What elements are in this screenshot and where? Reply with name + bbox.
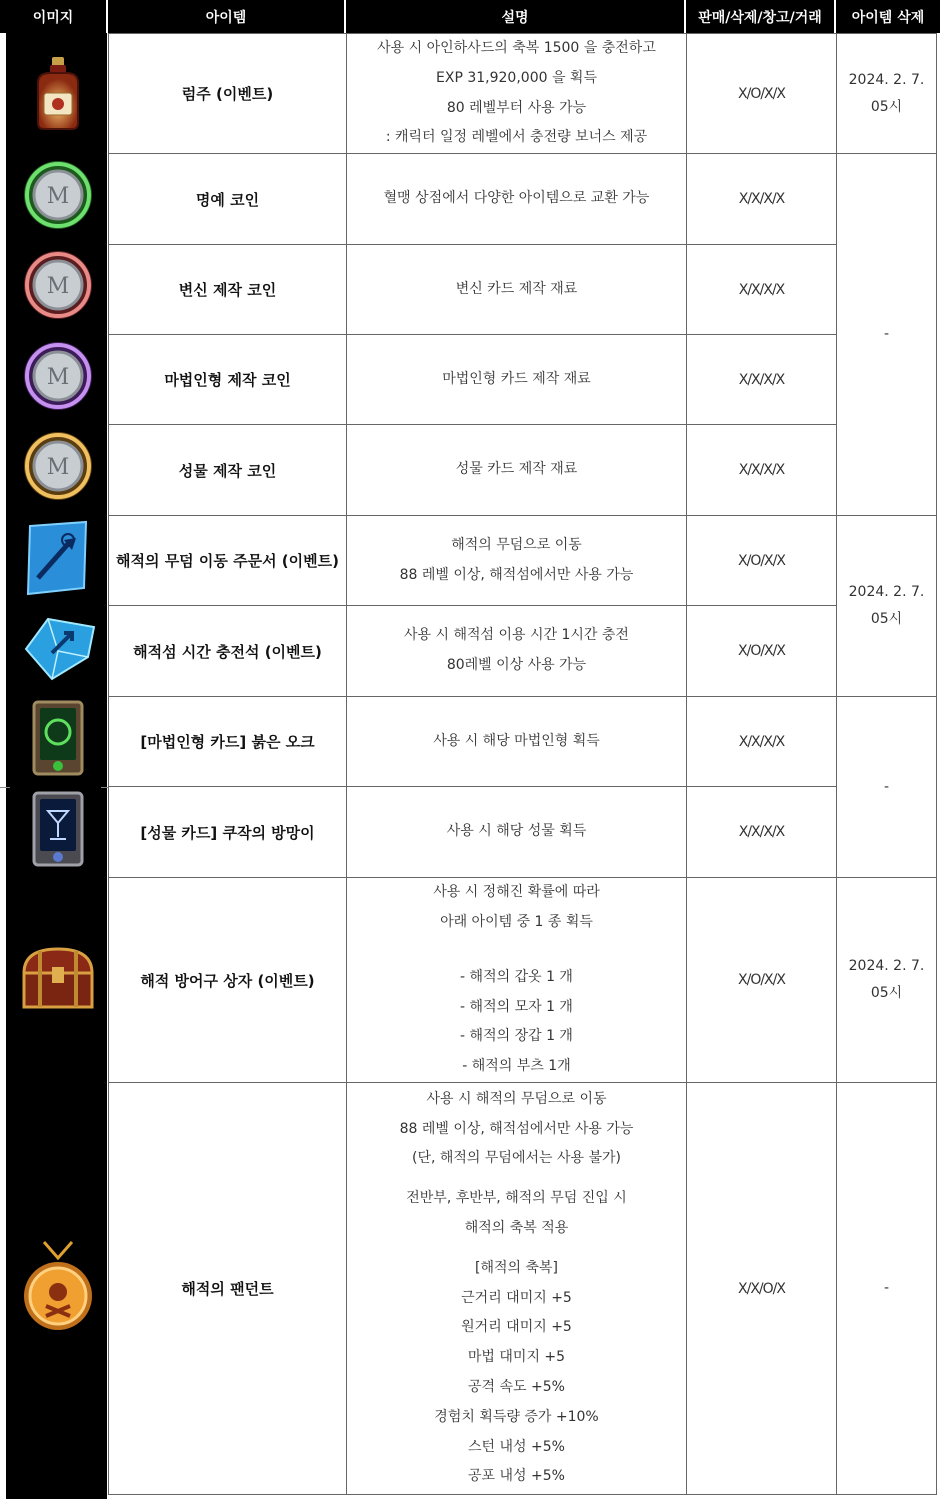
item-desc-cell [346, 424, 686, 515]
desc-line: 해적의 무덤으로 이동 [451, 536, 582, 553]
svg-text:M: M [46, 184, 70, 209]
treasure-chest-icon [18, 933, 98, 1023]
desc-line: - 해적의 모자 1 개 [460, 998, 573, 1015]
desc-line: (단, 해적의 무덤에서는 사용 불가) [412, 1150, 621, 1167]
desc-line: 80레벨 이상 사용 가능 [446, 657, 587, 673]
item-name: 해적의 팬던트 [181, 1280, 274, 1298]
permission-value: X/O/X/X [738, 85, 785, 102]
desc-line: - 해적의 장갑 1 개 [460, 1028, 573, 1045]
desc-line: 공격 속도 +5% [468, 1378, 565, 1395]
permission-value: X/X/X/X [738, 462, 785, 478]
item-desc-cell [346, 244, 686, 334]
item-perm-cell [686, 1082, 836, 1494]
item-name: 럼주 (이벤트) [181, 85, 274, 103]
desc-line: 혈맹 상점에서 다양한 아이템으로 교환 가능 [383, 190, 650, 207]
item-name-cell [108, 244, 346, 334]
header-description: 설명 [346, 0, 686, 33]
deletion-time: 05시 [870, 985, 903, 1001]
deletion-none: - [883, 1280, 890, 1296]
item-perm-cell [686, 334, 836, 424]
desc-line: 스턴 내성 +5% [468, 1438, 565, 1455]
svg-text:M: M [46, 365, 70, 390]
desc-line: 사용 시 해적섬 이용 시간 1시간 충전 [404, 627, 629, 644]
deletion-time: 05시 [870, 611, 903, 627]
desc-line: 사용 시 아인하사드의 축복 1500 을 충전하고 [377, 39, 656, 56]
item-name-cell [108, 877, 346, 1082]
desc-line: 88 레벨 이상, 해적섬에서만 사용 가능 [399, 1120, 634, 1137]
desc-line: 80 레벨부터 사용 가능 [446, 99, 587, 116]
desc-line: 사용 시 해적의 무덤으로 이동 [426, 1090, 607, 1107]
deletion-date: 2024. 2. 7. [848, 584, 925, 600]
item-name: 해적의 무덤 이동 주문서 (이벤트) [116, 552, 339, 570]
honor-coin-icon [18, 155, 98, 235]
permission-value: X/O/X/X [738, 552, 785, 569]
desc-line: 마법인형 카드 제작 재료 [442, 370, 591, 387]
item-desc-cell [346, 515, 686, 605]
item-name-cell [108, 696, 346, 786]
item-name-cell [108, 424, 346, 515]
item-perm-cell [686, 515, 836, 605]
permission-value: X/X/X/X [738, 191, 785, 207]
item-perm-cell [686, 153, 836, 244]
item-desc-cell [346, 605, 686, 696]
item-name: 명예 코인 [195, 190, 260, 209]
deletion-time: 05시 [870, 98, 903, 115]
table-body [108, 33, 937, 1495]
item-name: 해적 방어구 상자 (이벤트) [140, 971, 315, 990]
permission-value: X/X/X/X [738, 824, 785, 840]
permission-value: X/O/X/X [738, 643, 785, 659]
header-item: 아이템 [108, 0, 346, 33]
item-name-cell [108, 334, 346, 424]
deletion-cell [836, 1082, 936, 1494]
deletion-cell [836, 33, 936, 153]
desc-line: : 캐릭터 일정 레벨에서 충전량 보너스 제공 [385, 129, 648, 146]
deletion-cell [836, 515, 936, 696]
header-deletion: 아이템 삭제 [836, 0, 940, 33]
desc-line: 공포 내성 +5% [468, 1468, 565, 1485]
permission-value: X/X/O/X [738, 1280, 785, 1297]
deletion-none: - [883, 326, 890, 342]
desc-line: 88 레벨 이상, 해적섬에서만 사용 가능 [399, 566, 634, 583]
item-name: 성물 제작 코인 [178, 461, 277, 480]
desc-line: 아래 아이템 중 1 종 획득 [440, 913, 593, 930]
desc-line: 원거리 대미지 +5 [461, 1319, 572, 1336]
item-desc-cell [346, 786, 686, 877]
item-perm-cell [686, 33, 836, 153]
deletion-cell [836, 696, 936, 877]
item-perm-cell [686, 696, 836, 786]
item-perm-cell [686, 605, 836, 696]
item-desc-cell [346, 153, 686, 244]
item-name-cell [108, 786, 346, 877]
item-name: 변신 제작 코인 [178, 281, 277, 299]
header-permissions: 판매/삭제/창고/거래 [686, 0, 836, 33]
deletion-date: 2024. 2. 7. [848, 958, 925, 974]
desc-line: 해적의 축복 적용 [464, 1220, 569, 1236]
relic-card-icon [18, 788, 98, 870]
item-desc-cell [346, 1082, 686, 1494]
transform-coin-icon [18, 245, 98, 325]
image-column [6, 33, 107, 1499]
header-image: 이미지 [0, 0, 108, 33]
item-name-cell [108, 515, 346, 605]
item-desc-cell [346, 334, 686, 424]
magic-doll-card-icon [18, 697, 98, 779]
desc-line: 사용 시 해당 마법인형 획득 [433, 732, 600, 749]
item-name-cell [108, 153, 346, 244]
item-perm-cell [686, 424, 836, 515]
permission-value: X/O/X/X [738, 972, 785, 988]
rum-bottle-icon [18, 53, 98, 133]
svg-text:M: M [46, 455, 70, 480]
scroll-icon [18, 517, 98, 599]
crystal-icon [18, 608, 98, 688]
desc-line: [해적의 축복] [475, 1259, 558, 1276]
pendant-icon [18, 1238, 98, 1338]
deletion-none: - [883, 778, 890, 795]
desc-line: 변신 카드 제작 재료 [455, 280, 578, 297]
item-name: [성물 카드] 쿠작의 방망이 [140, 823, 315, 842]
permission-value: X/X/X/X [738, 371, 785, 388]
deletion-cell [836, 153, 936, 515]
desc-line: 전반부, 후반부, 해적의 무덤 진입 시 [406, 1190, 627, 1207]
item-name-cell [108, 33, 346, 153]
item-perm-cell [686, 877, 836, 1082]
desc-line: - 해적의 갑옷 1 개 [460, 968, 573, 985]
permission-value: X/X/X/X [738, 281, 785, 298]
item-name-cell [108, 605, 346, 696]
svg-text:M: M [46, 274, 70, 299]
item-name: 마법인형 제작 코인 [164, 371, 291, 389]
permission-value: X/X/X/X [738, 733, 785, 750]
desc-line: - 해적의 부츠 1개 [462, 1058, 571, 1075]
desc-line: 경험치 획득량 증가 +10% [434, 1408, 599, 1425]
item-desc-cell [346, 696, 686, 786]
magic-doll-coin-icon [18, 336, 98, 416]
desc-line: 사용 시 해당 성물 획득 [446, 823, 587, 840]
deletion-cell [836, 877, 936, 1082]
table-header [0, 0, 940, 33]
desc-line: 근거리 대미지 +5 [461, 1289, 572, 1306]
item-perm-cell [686, 244, 836, 334]
desc-line: 사용 시 정해진 확률에 따라 [433, 884, 600, 900]
desc-line: EXP 31,920,000 을 획득 [436, 69, 597, 86]
desc-line: 마법 대미지 +5 [467, 1349, 566, 1366]
item-name-cell [108, 1082, 346, 1494]
item-desc-cell [346, 877, 686, 1082]
item-perm-cell [686, 786, 836, 877]
item-desc-cell [346, 33, 686, 153]
desc-line: 성물 카드 제작 재료 [455, 461, 578, 478]
item-name: 해적섬 시간 충전석 (이벤트) [133, 642, 322, 661]
deletion-date: 2024. 2. 7. [848, 71, 925, 88]
relic-coin-icon [18, 426, 98, 506]
item-name: [마법인형 카드] 붉은 오크 [140, 733, 315, 751]
